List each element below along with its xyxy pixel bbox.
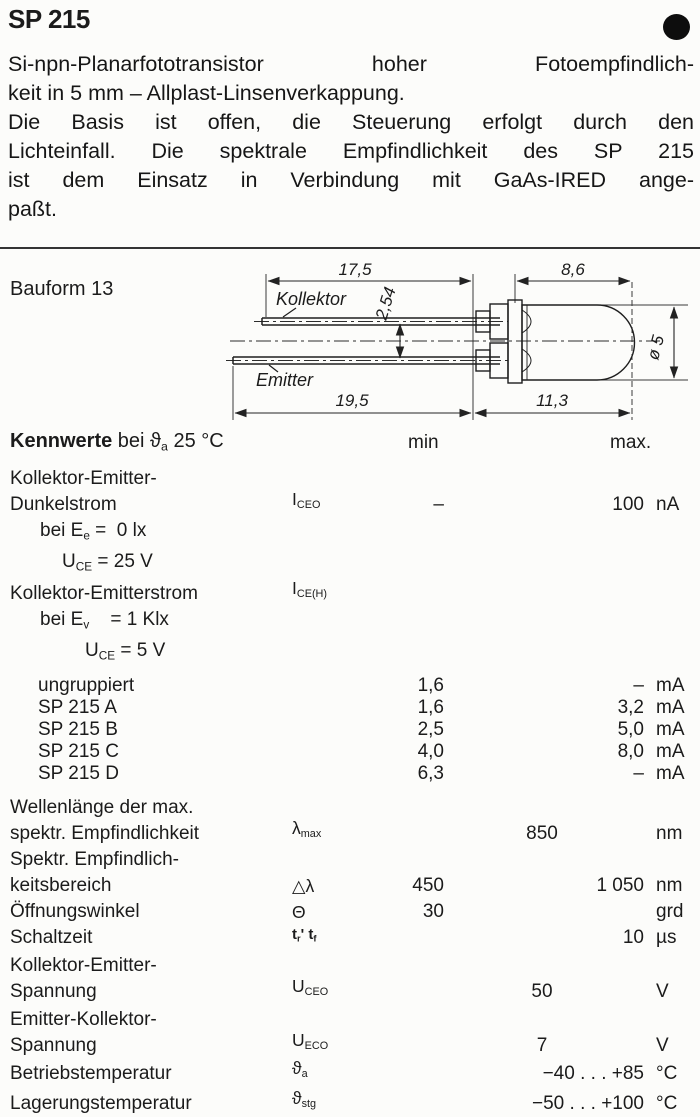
table-row	[10, 697, 700, 719]
table-row	[10, 925, 700, 951]
row-label-line: Schaltzeit	[10, 927, 93, 949]
intro-line: keit in 5 mm – Allplast-Linsenverkappung.	[8, 81, 405, 105]
row-main	[10, 675, 700, 697]
table-row	[10, 466, 700, 581]
row-max-value: 1 050	[596, 875, 644, 897]
row-min-value: 4,0	[417, 741, 444, 763]
row-label-line: Kollektor-Emitter-	[10, 955, 157, 977]
intro-text	[8, 50, 694, 224]
row-label	[10, 953, 292, 1005]
row-label-line: Spektr. Empfindlich-	[10, 849, 179, 871]
row-unit: nA	[656, 494, 680, 515]
row-label-line: Kollektor-Emitterstrom	[10, 582, 198, 604]
row-main	[10, 741, 700, 763]
pin-label-kollektor: Kollektor	[276, 289, 347, 309]
dim-lead-top: 17,5	[338, 260, 372, 279]
row-label-line: Öffnungswinkel	[10, 901, 140, 923]
text-part: CE	[75, 560, 93, 574]
row-unit: µs	[656, 927, 677, 949]
intro-line: ist dem Einsatz in Verbindung mit GaAs-IRED ange-	[8, 168, 694, 192]
text-part: = 25 V	[92, 551, 153, 573]
row-max-value: –	[633, 763, 644, 785]
dim-body: 11,3	[536, 391, 568, 410]
row-main	[10, 953, 700, 1005]
table-row	[10, 1007, 700, 1059]
intro-line: paßt.	[8, 197, 57, 221]
row-label-line: SP 215 A	[38, 697, 117, 719]
row-min-value: 2,5	[417, 719, 444, 741]
row-main	[10, 466, 700, 518]
text-part: U	[62, 551, 76, 573]
row-label-line: spektr. Empfindlichkeit	[10, 823, 200, 845]
text-part: 25 °C	[167, 430, 224, 452]
table-title: Kennwerte bei $ϑ_a$ 25 °C	[10, 430, 224, 454]
row-symbol	[292, 1055, 308, 1087]
row-main	[10, 719, 700, 741]
row-unit: nm	[656, 823, 683, 845]
table-row	[10, 795, 700, 847]
row-label-line: Betriebstemperatur	[10, 1063, 172, 1085]
row-max-value: 8,0	[617, 741, 644, 763]
table-row	[10, 763, 700, 785]
row-symbol	[292, 973, 328, 1005]
row-unit: grd	[656, 901, 684, 923]
row-label	[10, 1061, 292, 1087]
text-part: ϑ	[292, 1088, 302, 1109]
text-part: CEO	[304, 986, 329, 999]
row-min-value: 450	[412, 875, 444, 897]
row-label	[10, 741, 320, 763]
text-part: ϑ	[292, 1058, 302, 1079]
text-part: a	[161, 439, 168, 454]
table-row	[10, 899, 700, 925]
row-label	[10, 763, 320, 785]
row-label-line: SP 215 C	[38, 741, 119, 763]
row-main	[10, 1007, 700, 1059]
table-row	[10, 675, 700, 697]
row-condition	[10, 518, 700, 549]
row-label	[10, 899, 292, 925]
row-label-line: Lagerungstemperatur	[10, 1093, 192, 1115]
spec-table	[10, 430, 700, 1117]
row-typ-value: 7	[536, 1035, 548, 1057]
text-part: v	[83, 617, 90, 631]
row-unit: V	[656, 1035, 669, 1057]
text-part: Θ	[292, 902, 306, 923]
text-part: ECO	[304, 1040, 329, 1053]
row-max-value: –	[633, 675, 644, 697]
row-main	[10, 697, 700, 719]
text-part: bei E	[40, 520, 84, 541]
row-label-line: Kollektor-Emitter-	[10, 468, 157, 489]
table-row	[10, 719, 700, 741]
row-label	[10, 1007, 292, 1059]
text-part: bei ϑ	[112, 430, 161, 452]
text-part: CE	[98, 649, 116, 663]
text-part: λ	[292, 818, 301, 839]
row-symbol	[292, 873, 314, 899]
table-row	[10, 953, 700, 1005]
intro-line: Die Basis ist offen, die Steuerung erfolgt durch den	[8, 110, 694, 134]
row-symbol	[292, 1085, 316, 1117]
bauform-label: Bauform 13	[10, 278, 114, 300]
row-condition	[10, 607, 700, 638]
text-part: max	[300, 828, 322, 841]
row-min-value: 30	[422, 901, 444, 923]
row-condition	[10, 638, 700, 669]
row-label-line: SP 215 D	[38, 763, 119, 785]
pin-label-emitter: Emitter	[256, 370, 314, 390]
text-part: = 0 lx	[89, 520, 147, 541]
row-condition	[10, 549, 700, 580]
text-part: f	[313, 933, 317, 944]
row-main	[10, 847, 700, 899]
row-label-line: ungruppiert	[38, 675, 135, 697]
row-label	[10, 466, 292, 518]
row-max-value: 5,0	[617, 719, 644, 741]
row-label-line: Dunkelstrom	[10, 494, 117, 515]
intro-line: Lichteinfall. Die spektrale Empfindlichkeit des SP 215	[8, 139, 694, 163]
row-max-value: −50 . . . +100	[532, 1093, 644, 1115]
row-unit: nm	[656, 875, 683, 897]
center-lines	[226, 322, 660, 361]
row-main	[10, 925, 700, 951]
table-row	[10, 741, 700, 763]
text-part: I	[292, 488, 297, 509]
col-header-max: max.	[610, 432, 652, 453]
text-part: △λ	[292, 876, 315, 897]
row-unit: °C	[656, 1093, 678, 1115]
intro-line: Si-npn-Planarfototransistor hoher Fotoempfindlich-	[8, 52, 694, 76]
row-label	[10, 581, 292, 607]
text-part: U	[85, 639, 99, 661]
page-title: SP 215	[8, 4, 90, 34]
row-label	[10, 847, 292, 899]
row-min-value: 6,3	[417, 763, 444, 785]
row-main	[10, 1058, 700, 1087]
row-main	[10, 577, 700, 607]
text-part: ' t	[300, 925, 314, 943]
text-part: CE(H)	[296, 587, 327, 600]
row-main	[10, 1088, 700, 1117]
row-unit: mA	[656, 763, 685, 785]
table-row	[10, 1058, 700, 1087]
text-part: = 1 Klx	[89, 608, 169, 630]
row-main	[10, 763, 700, 785]
text-part: a	[301, 1068, 308, 1081]
table-row	[10, 847, 700, 899]
dim-lead-bottom: 19,5	[335, 391, 369, 410]
row-unit: mA	[656, 675, 685, 697]
row-unit: mA	[656, 741, 685, 763]
row-min-value: –	[433, 494, 444, 515]
row-max-value: 100	[612, 494, 644, 515]
row-symbol	[292, 486, 320, 518]
row-label-line: Spannung	[10, 1035, 97, 1057]
table-row	[10, 1088, 700, 1117]
row-label	[10, 719, 320, 741]
row-typ-value: 50	[531, 981, 553, 1003]
row-label	[10, 675, 320, 697]
row-label-line: Spannung	[10, 981, 97, 1003]
col-header-min: min	[408, 432, 439, 453]
row-label	[10, 795, 292, 847]
table-header	[10, 430, 700, 460]
row-label-line: SP 215 B	[38, 719, 118, 741]
row-label-line: Wellenlänge der max.	[10, 797, 194, 819]
row-unit: °C	[656, 1063, 678, 1085]
row-typ-value: 850	[526, 823, 558, 845]
text-part: e	[83, 529, 90, 543]
row-min-value: 1,6	[417, 675, 444, 697]
package-drawing	[0, 248, 700, 430]
text-part: I	[292, 577, 297, 598]
table-row	[10, 577, 700, 670]
row-label	[10, 697, 320, 719]
row-unit: V	[656, 981, 669, 1003]
row-max-value: −40 . . . +85	[542, 1063, 644, 1085]
text-part: = 5 V	[115, 639, 166, 661]
text-part: stg	[301, 1098, 317, 1111]
row-main	[10, 899, 700, 925]
text-part: r	[297, 933, 301, 944]
text-part: t	[292, 925, 297, 943]
text-part: U	[292, 976, 305, 997]
text-part: bei E	[40, 608, 84, 630]
row-symbol	[292, 922, 316, 952]
dim-diameter: ø 5	[643, 333, 669, 362]
row-unit: mA	[656, 719, 685, 741]
row-main	[10, 795, 700, 847]
row-label-line: Emitter-Kollektor-	[10, 1009, 157, 1031]
row-symbol	[292, 815, 321, 847]
row-label	[10, 1091, 292, 1117]
table-rows	[10, 466, 700, 1117]
row-label	[10, 925, 292, 951]
text-part: U	[292, 1030, 305, 1051]
row-min-value: 1,6	[417, 697, 444, 719]
dim-pitch: 2,54	[371, 284, 400, 322]
row-label-line: keitsbereich	[10, 875, 112, 897]
text-part: CEO	[296, 499, 321, 511]
dim-lens: 8,6	[561, 260, 585, 279]
row-max-value: 3,2	[617, 697, 644, 719]
row-unit: mA	[656, 697, 685, 719]
row-max-value: 10	[622, 927, 644, 949]
corner-dot-icon	[663, 14, 690, 40]
row-symbol	[292, 575, 327, 607]
